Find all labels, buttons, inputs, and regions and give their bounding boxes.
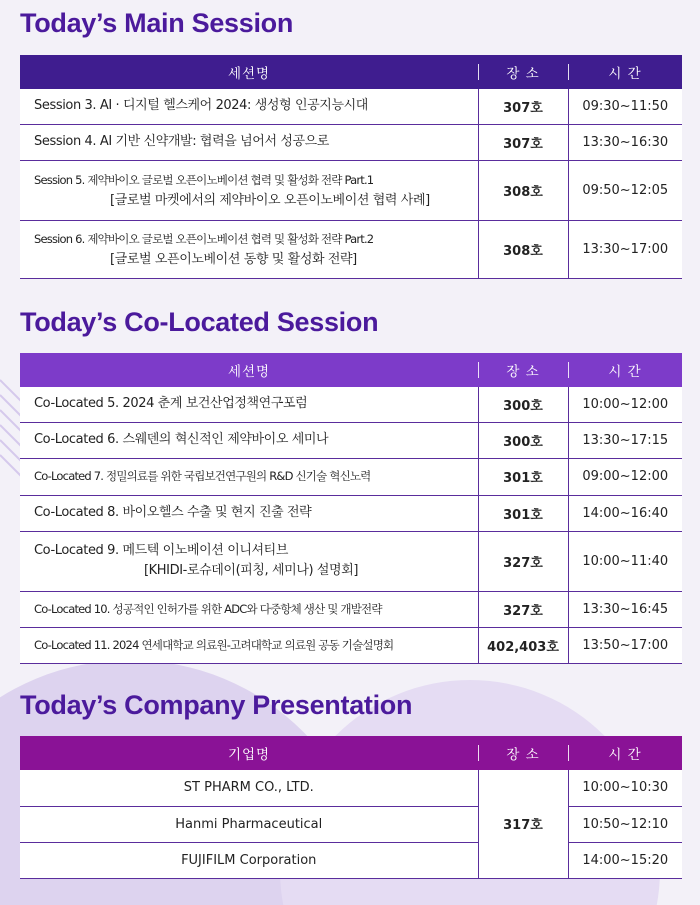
table-row [20, 591, 682, 627]
session-time: 09:50~12:05 [568, 160, 682, 220]
session-name: Co-Located 10. 성공적인 인허가를 위한 ADC와 다중항체 생산 및 개발전략 [20, 591, 478, 627]
table-row [20, 387, 682, 422]
company-name: FUJIFILM Corporation [20, 842, 478, 878]
session-time: 10:00~12:00 [568, 387, 682, 422]
session-time: 13:30~16:30 [568, 124, 682, 160]
session-time: 13:30~17:00 [568, 220, 682, 278]
session-place: 300호 [478, 422, 568, 458]
session-place: 300호 [478, 387, 568, 422]
session-place: 308호 [478, 220, 568, 278]
company-place: 317호 [478, 770, 568, 878]
company-time: 14:00~15:20 [568, 842, 682, 878]
session-place: 307호 [478, 124, 568, 160]
column-header-place: 장 소 [478, 353, 568, 387]
column-header-session: 세션명 [20, 55, 478, 89]
session-name: Session 3. AI · 디지털 헬스케어 2024: 생성형 인공지능시대 [20, 89, 478, 124]
session-name: Session 5. 제약바이오 글로벌 오픈이노베이션 협력 및 활성화 전략 Part.1 [글로벌 마켓에서의 제약바이오 오픈이노베이션 협력 사례] [20, 160, 478, 220]
company-name: Hanmi Pharmaceutical [20, 806, 478, 842]
table-row [20, 531, 682, 591]
session-name: Co-Located 11. 2024 연세대학교 의료원-고려대학교 의료원 공동 기술설명회 [20, 627, 478, 663]
colocated-session-title: Today’s Co-Located Session [20, 307, 379, 337]
session-time: 13:30~17:15 [568, 422, 682, 458]
table-row [20, 220, 682, 278]
table-row [20, 495, 682, 531]
table-row [20, 627, 682, 663]
main-session-table [20, 55, 682, 279]
column-header-time: 시 간 [568, 353, 682, 387]
session-place: 327호 [478, 591, 568, 627]
company-name: ST PHARM CO., LTD. [20, 770, 478, 806]
table-row [20, 160, 682, 220]
session-name: Session 4. AI 기반 신약개발: 협력을 넘어서 성공으로 [20, 124, 478, 160]
session-time: 09:00~12:00 [568, 458, 682, 495]
company-time: 10:00~10:30 [568, 770, 682, 806]
table-row [20, 124, 682, 160]
session-place: 402,403호 [478, 627, 568, 663]
table-row [20, 422, 682, 458]
table-row [20, 458, 682, 495]
table-row [20, 842, 682, 878]
column-header-time: 시 간 [568, 736, 682, 770]
session-time: 13:50~17:00 [568, 627, 682, 663]
company-presentation-title: Today’s Company Presentation [20, 690, 413, 720]
session-time: 14:00~16:40 [568, 495, 682, 531]
column-header-place: 장 소 [478, 55, 568, 89]
table-row [20, 89, 682, 124]
session-place: 301호 [478, 495, 568, 531]
main-session-title: Today’s Main Session [20, 8, 294, 38]
session-place: 308호 [478, 160, 568, 220]
table-row [20, 806, 682, 842]
session-name: Session 6. 제약바이오 글로벌 오픈이노베이션 협력 및 활성화 전략 Part.2 [글로벌 오픈이노베이션 동향 및 활성화 전략] [20, 220, 478, 278]
session-time: 13:30~16:45 [568, 591, 682, 627]
table-row [20, 770, 682, 806]
session-place: 327호 [478, 531, 568, 591]
colocated-session-table [20, 353, 682, 664]
session-time: 10:00~11:40 [568, 531, 682, 591]
session-place: 307호 [478, 89, 568, 124]
session-name: Co-Located 7. 정밀의료를 위한 국립보건연구원의 R&D 신기술 혁신노력 [20, 458, 478, 495]
session-name: Co-Located 5. 2024 춘계 보건산업정책연구포럼 [20, 387, 478, 422]
column-header-time: 시 간 [568, 55, 682, 89]
column-header-company: 기업명 [20, 736, 478, 770]
session-time: 09:30~11:50 [568, 89, 682, 124]
session-name: Co-Located 9. 메드텍 이노베이션 이니셔티브 [KHIDI-로슈데이(피칭, 세미나) 설명회] [20, 531, 478, 591]
session-name: Co-Located 8. 바이오헬스 수출 및 현지 진출 전략 [20, 495, 478, 531]
session-place: 301호 [478, 458, 568, 495]
company-presentation-table [20, 736, 682, 879]
session-name: Co-Located 6. 스웨덴의 혁신적인 제약바이오 세미나 [20, 422, 478, 458]
company-time: 10:50~12:10 [568, 806, 682, 842]
column-header-session: 세션명 [20, 353, 478, 387]
column-header-place: 장 소 [478, 736, 568, 770]
